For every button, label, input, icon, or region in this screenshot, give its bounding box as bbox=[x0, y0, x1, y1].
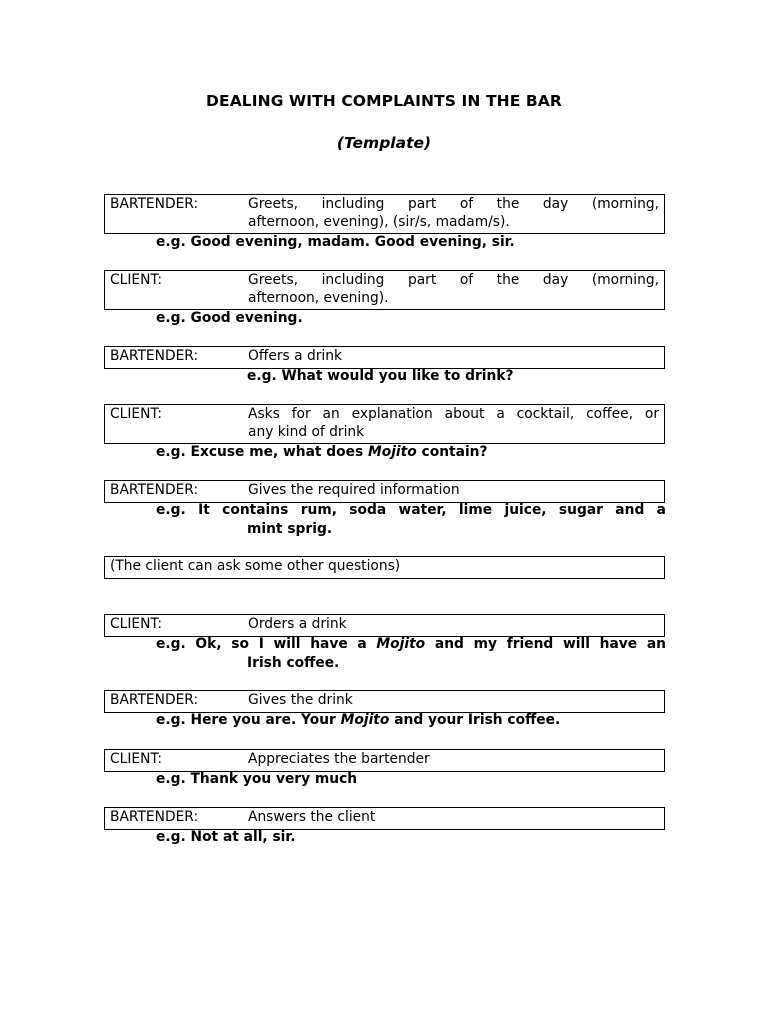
example-italic-text: Mojito bbox=[340, 712, 390, 728]
step-example: e.g. What would you like to drink? bbox=[247, 368, 514, 384]
step-example bbox=[156, 711, 666, 730]
example-text: e.g. Ok, so I will have a bbox=[156, 636, 377, 652]
step-box-client-greets bbox=[104, 270, 665, 310]
example-text: Irish coffee. bbox=[247, 655, 340, 671]
example-line bbox=[156, 635, 666, 654]
step-box-bartender-offers bbox=[104, 346, 665, 369]
step-example: e.g. Thank you very much bbox=[156, 771, 358, 787]
step-box-bartender-informs bbox=[104, 480, 665, 503]
step-description-line: Appreciates the bartender bbox=[248, 751, 430, 767]
step-description-line: Greets, including part of the day (morning, bbox=[248, 272, 659, 288]
step-description-line: afternoon, evening). bbox=[248, 290, 389, 306]
step-box-bartender-greets bbox=[104, 194, 665, 234]
step-box-client-asks bbox=[104, 404, 665, 444]
speaker-label: BARTENDER: bbox=[110, 809, 199, 825]
step-description-line: afternoon, evening), (sir/s, madam/s). bbox=[248, 214, 510, 230]
step-example: e.g. Good evening. bbox=[156, 310, 303, 326]
example-text: contain? bbox=[416, 444, 488, 460]
example-italic-text: Mojito bbox=[376, 636, 426, 652]
note-box bbox=[104, 556, 665, 579]
speaker-label: CLIENT: bbox=[110, 272, 162, 288]
step-box-bartender-answers bbox=[104, 807, 665, 830]
step-box-bartender-gives bbox=[104, 690, 665, 713]
step-example: e.g. Good evening, madam. Good evening, sir. bbox=[156, 234, 515, 250]
step-description-line: Orders a drink bbox=[248, 616, 347, 632]
example-text: mint sprig. bbox=[247, 521, 333, 537]
step-description-line: Answers the client bbox=[248, 809, 376, 825]
note-text: (The client can ask some other questions) bbox=[110, 558, 401, 574]
example-italic-text: Mojito bbox=[368, 444, 417, 460]
step-box-client-appreciates bbox=[104, 749, 665, 772]
page-subtitle: (Template) bbox=[336, 134, 432, 152]
step-example bbox=[156, 635, 666, 673]
step-example bbox=[156, 501, 666, 539]
example-text: e.g. It contains rum, soda water, lime juice, sugar and a bbox=[156, 502, 666, 518]
example-text: and your Irish coffee. bbox=[389, 712, 561, 728]
speaker-label: BARTENDER: bbox=[110, 348, 199, 364]
step-description-line: Greets, including part of the day (morning, bbox=[248, 196, 659, 212]
speaker-label: BARTENDER: bbox=[110, 692, 199, 708]
step-description-line: Gives the drink bbox=[248, 692, 353, 708]
step-description-line: any kind of drink bbox=[248, 424, 365, 440]
speaker-label: BARTENDER: bbox=[110, 196, 199, 212]
example-text: e.g. Here you are. Your bbox=[156, 712, 341, 728]
step-description-line: Offers a drink bbox=[248, 348, 342, 364]
step-box-client-orders bbox=[104, 614, 665, 637]
example-text: and my friend will have an bbox=[425, 636, 666, 652]
page-title: DEALING WITH COMPLAINTS IN THE BAR bbox=[206, 92, 562, 110]
step-description-line: Gives the required information bbox=[248, 482, 460, 498]
step-description-line: Asks for an explanation about a cocktail, coffee, or bbox=[248, 406, 659, 422]
speaker-label: BARTENDER: bbox=[110, 482, 199, 498]
step-example bbox=[156, 443, 666, 462]
speaker-label: CLIENT: bbox=[110, 406, 162, 422]
speaker-label: CLIENT: bbox=[110, 616, 162, 632]
example-text: e.g. Excuse me, what does bbox=[156, 444, 368, 460]
speaker-label: CLIENT: bbox=[110, 751, 162, 767]
step-example: e.g. Not at all, sir. bbox=[156, 829, 296, 845]
